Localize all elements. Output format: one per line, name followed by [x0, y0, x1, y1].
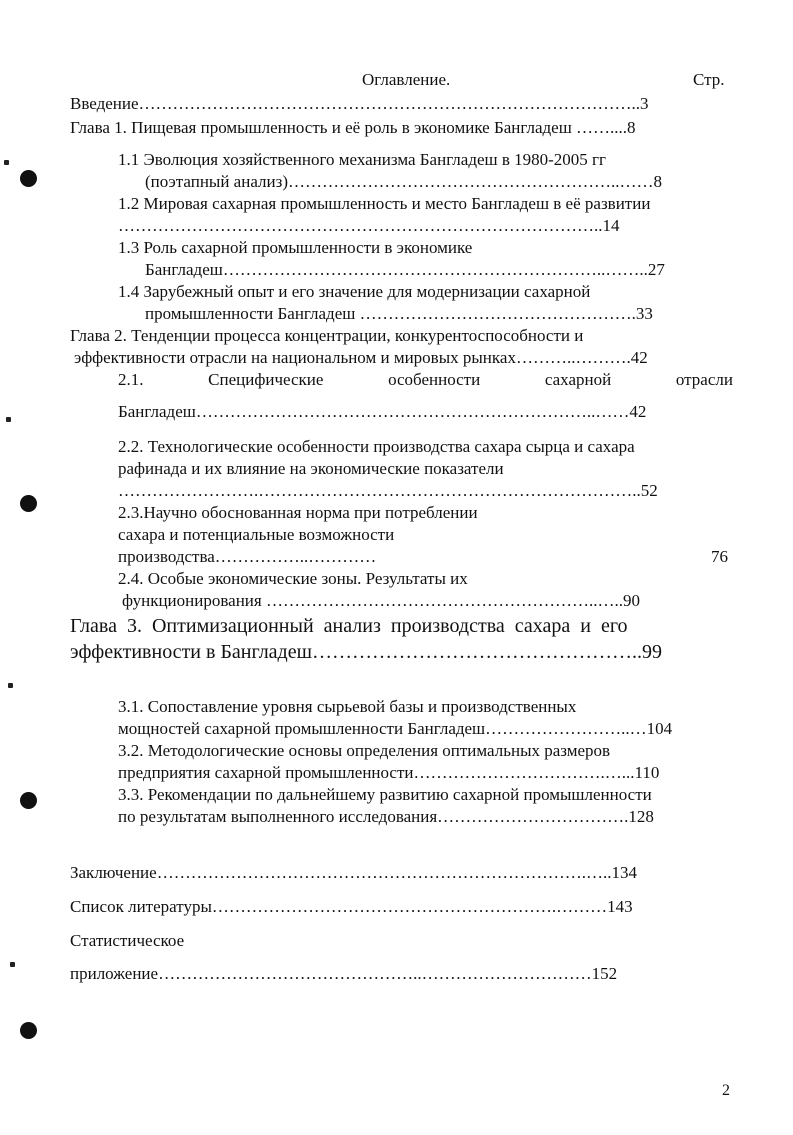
toc-1-1-title: 1.1 Эволюция хозяйственного механизма Бангладеш в 1980-2005 гг — [118, 150, 607, 169]
toc-1-3-title: 1.3 Роль сахарной промышленности в экономике — [118, 238, 473, 257]
toc-2-1-title — [118, 370, 733, 390]
toc-chapter-3-cont: эффективности в Бангладеш…………………………………………..99 — [70, 641, 663, 663]
toc-2-1-cont: Бангладеш……………………………………………………………..……42 — [118, 402, 647, 421]
toc-2-1-word: 2.1. — [118, 370, 144, 389]
toc-3-2-title: 3.2. Методологические основы определения оптимальных размеров — [118, 741, 611, 760]
toc-2-1-word: сахарной — [544, 370, 612, 389]
toc-2-4-title: 2.4. Особые экономические зоны. Результаты их — [118, 569, 468, 588]
toc-1-2-cont: …………………………………………………………………………..14 — [118, 216, 620, 235]
toc-chapter-2-cont: эффективности отрасли на национальном и мировых рынках………..……….42 — [74, 348, 648, 367]
toc-1-2-title: 1.2 Мировая сахарная промышленность и место Бангладеш в её развитии — [118, 194, 651, 213]
toc-references: Список литературы…………………………………………………….………143 — [70, 897, 633, 916]
scan-mark — [4, 160, 9, 165]
toc-2-1-word: Специфические — [208, 370, 324, 389]
toc-1-4-title: 1.4 Зарубежный опыт и его значение для модернизации сахарной — [118, 282, 591, 301]
punch-hole — [20, 1022, 37, 1039]
toc-3-1-cont: мощностей сахарной промышленности Бангладеш……………………..…104 — [118, 719, 673, 738]
toc-chapter-2: Глава 2. Тенденции процесса концентрации, конкурентоспособности и — [70, 326, 584, 345]
toc-3-3-cont: по результатам выполненного исследования…………………………….128 — [118, 807, 654, 826]
toc-1-1-cont: (поэтапный анализ)…………………………………………………..……8 — [145, 172, 662, 191]
toc-2-3-title: 2.3.Научно обоснованная норма при потреблении — [118, 503, 478, 522]
scan-mark — [6, 417, 11, 422]
punch-hole — [20, 792, 37, 809]
toc-3-3-title: 3.3. Рекомендации по дальнейшему развитию сахарной промышленности — [118, 785, 652, 804]
toc-2-4-cont: функционирования …………………………………………………..…..90 — [122, 591, 640, 610]
toc-2-2-title: 2.2. Технологические особенности производства сахара сырца и сахара — [118, 437, 635, 456]
toc-appendix-title: Статистическое — [70, 931, 185, 950]
toc-chapter-3: Глава 3. Оптимизационный анализ производства сахара и его — [70, 615, 628, 637]
toc-1-3-cont: Бангладеш…………………………………………………………..……..27 — [145, 260, 665, 279]
scan-mark — [10, 962, 15, 967]
toc-2-2-cont: рафинада и их влияние на экономические показатели — [118, 459, 504, 478]
punch-hole — [20, 170, 37, 187]
toc-2-2-dots: …………………….…………………………………………………………..52 — [118, 481, 658, 500]
toc-conclusion: Заключение………………………………………………………………….…..134 — [70, 863, 637, 882]
toc-3-1-title: 3.1. Сопоставление уровня сырьевой базы и производственных — [118, 697, 577, 716]
toc-3-2-cont: предприятия сахарной промышленности…………………………….…...110 — [118, 763, 660, 782]
toc-1-4-cont: промышленности Бангладеш ………………………………………….33 — [145, 304, 653, 323]
page-number: 2 — [722, 1082, 730, 1099]
scan-mark — [8, 683, 13, 688]
toc-chapter-1: Глава 1. Пищевая промышленность и её роль в экономике Бангладеш ……....8 — [70, 118, 636, 137]
toc-appendix-cont: приложение………………………………………..…………………………152 — [70, 964, 618, 983]
toc-2-1-word: особенности — [388, 370, 481, 389]
toc-2-3-cont: сахара и потенциальные возможности — [118, 525, 395, 544]
toc-2-3-cont2: производства……………..………… — [118, 547, 377, 566]
toc-heading: Оглавление. — [362, 70, 451, 89]
toc-2-3-page: 76 — [711, 547, 728, 566]
page-column-label: Стр. — [693, 70, 725, 89]
punch-hole — [20, 495, 37, 512]
toc-2-1-word: отрасли — [675, 370, 733, 389]
toc-intro: Введение……………………………………………………………………………..3 — [70, 94, 649, 113]
